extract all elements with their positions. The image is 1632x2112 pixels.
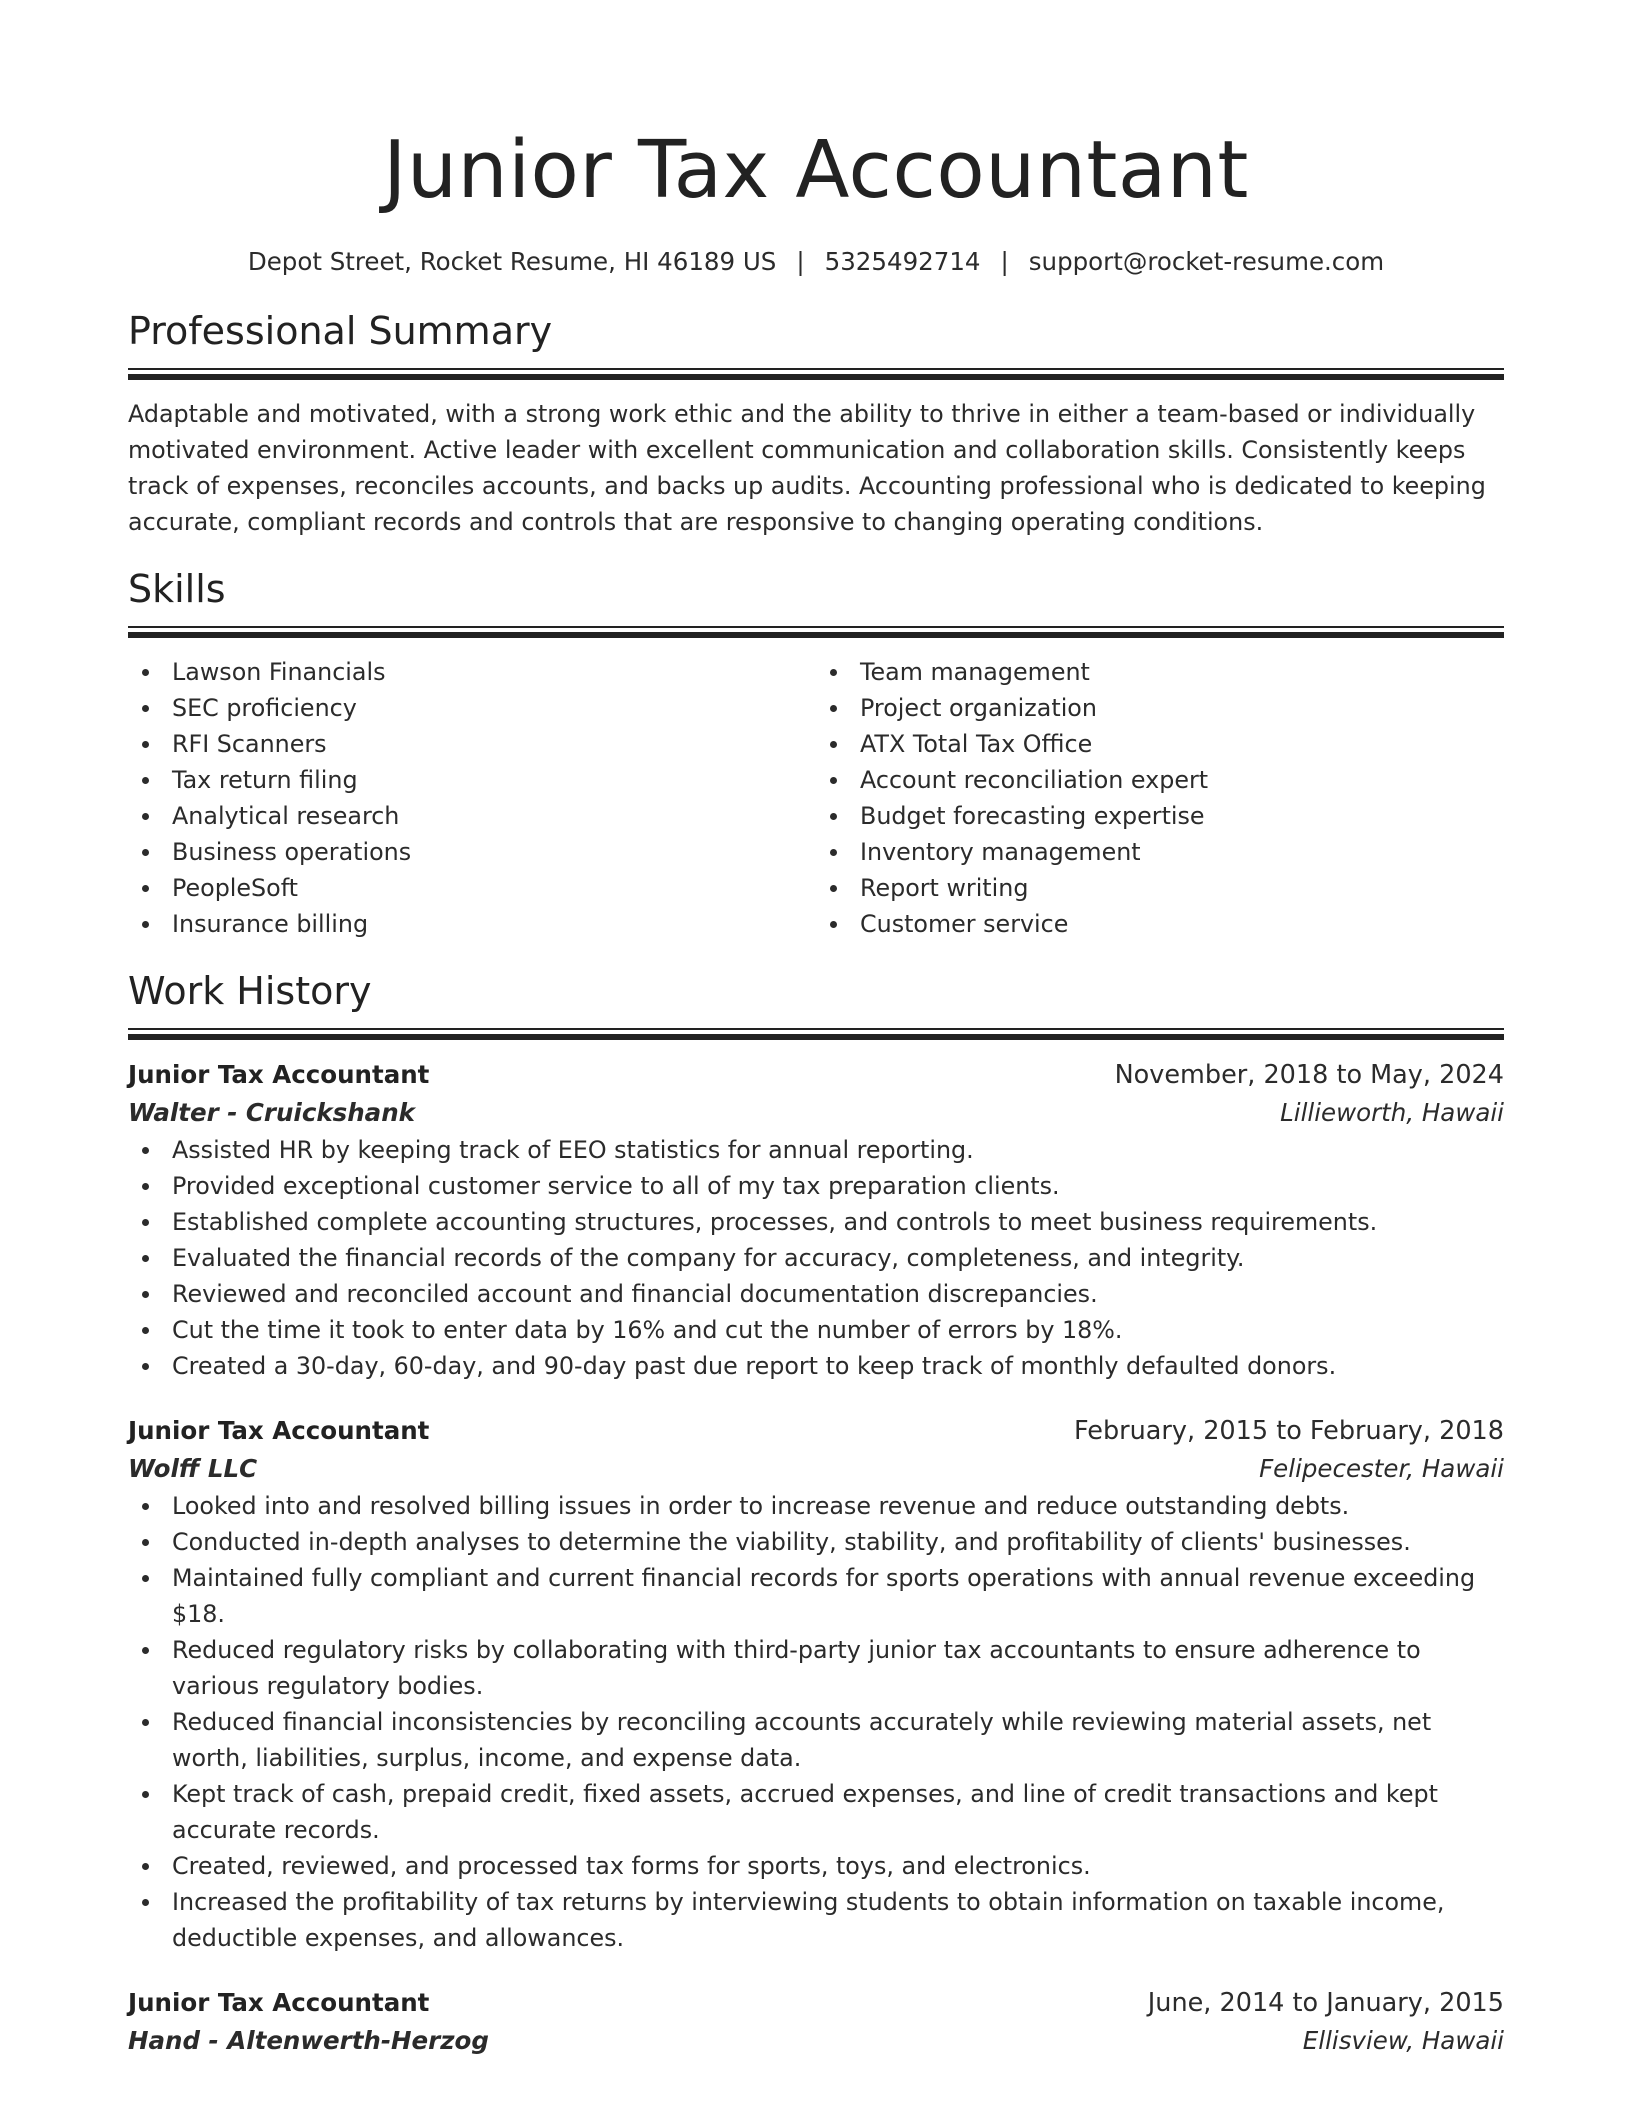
job-dates: June, 2014 to January, 2015 [1147,1988,1504,2018]
work-history-heading: Work History [128,969,372,1013]
skill-item: Project organization [860,690,1504,726]
skill-item: Report writing [860,870,1504,906]
job-bullet: Reduced regulatory risks by collaborating with third-party junior tax accountants to ensure adherence to various regulatory bodies. [172,1632,1504,1704]
job-company: Walter - Cruickshank [128,1098,415,1127]
skill-item: Inventory management [860,834,1504,870]
skill-item: SEC proficiency [172,690,816,726]
skill-item: Tax return filing [172,762,816,798]
skill-item: Insurance billing [172,906,816,942]
resume-name: Junior Tax Accountant [383,124,1249,216]
job-title: Junior Tax Accountant [128,1988,430,2017]
work-history-section [128,968,1504,2060]
contact-line [128,246,1504,278]
section-divider [128,1028,1504,1040]
job-bullet: Created a 30-day, 60-day, and 90-day past due report to keep track of monthly defaulted donors. [172,1348,1504,1384]
skills-grid [128,654,1504,942]
section-divider [128,368,1504,380]
skill-item: Business operations [172,834,816,870]
skill-item: Analytical research [172,798,816,834]
skill-item: RFI Scanners [172,726,816,762]
job-bullet: Kept track of cash, prepaid credit, fixed assets, accrued expenses, and line of credit transactions and kept accurate records. [172,1776,1504,1848]
contact-address: Depot Street, Rocket Resume, HI 46189 US [247,247,777,276]
job-location: Lillieworth, Hawaii [1280,1098,1504,1127]
job-company: Hand - Altenwerth-Herzog [128,2026,489,2055]
job-header-row [128,1056,1504,1094]
summary-text: Adaptable and motivated, with a strong work ethic and the ability to thrive in either a team-based or individually motivated environment. Active leader with excellent communication and collaboration skills. Consistently keeps track of expenses, reconciles accounts, and backs up audits. Accounting professional who is dedicated to keeping accurate, compliant records and controls that are responsive to changing operating conditions. [128,400,1486,536]
contact-separator: | [1000,247,1009,276]
job-dates: November, 2018 to May, 2024 [1114,1060,1504,1090]
skills-heading: Skills [128,567,226,611]
skills-right-column [816,654,1504,942]
job-bullet: Increased the profitability of tax returns by interviewing students to obtain information on taxable income, deductible expenses, and allowances. [172,1884,1504,1956]
job-subheader-row [128,1450,1504,1488]
job-bullet: Provided exceptional customer service to all of my tax preparation clients. [172,1168,1504,1204]
job-subheader-row [128,2022,1504,2060]
job-bullets [128,1132,1504,1384]
job-bullet: Assisted HR by keeping track of EEO statistics for annual reporting. [172,1132,1504,1168]
skill-item: Lawson Financials [172,654,816,690]
job-bullet: Conducted in-depth analyses to determine the viability, stability, and profitability of clients' businesses. [172,1524,1504,1560]
job-title: Junior Tax Accountant [128,1060,430,1089]
contact-phone: 5325492714 [824,247,981,276]
skill-item: PeopleSoft [172,870,816,906]
job-bullet: Evaluated the financial records of the company for accuracy, completeness, and integrity. [172,1240,1504,1276]
job-bullet: Created, reviewed, and processed tax forms for sports, toys, and electronics. [172,1848,1504,1884]
job-bullet: Looked into and resolved billing issues in order to increase revenue and reduce outstanding debts. [172,1488,1504,1524]
skills-section [128,566,1504,942]
job-dates: February, 2015 to February, 2018 [1073,1416,1504,1446]
job-subheader-row [128,1094,1504,1132]
job-header-row [128,1412,1504,1450]
section-divider [128,626,1504,638]
contact-separator: | [796,247,805,276]
skill-item: Account reconciliation expert [860,762,1504,798]
summary-heading: Professional Summary [128,309,553,353]
job-bullet: Cut the time it took to enter data by 16% and cut the number of errors by 18%. [172,1312,1504,1348]
contact-email[interactable]: support@rocket-resume.com [1028,247,1385,276]
job-bullet: Reduced financial inconsistencies by reconciling accounts accurately while reviewing material assets, net worth, liabilities, surplus, income, and expense data. [172,1704,1504,1776]
job-entry [128,1056,1504,1384]
job-bullets [128,1488,1504,1956]
job-title: Junior Tax Accountant [128,1416,430,1445]
job-location: Felipecester, Hawaii [1259,1454,1504,1483]
skill-item: Customer service [860,906,1504,942]
skill-item: Team management [860,654,1504,690]
job-company: Wolff LLC [128,1454,258,1483]
job-location: Ellisview, Hawaii [1302,2026,1504,2055]
skill-item: ATX Total Tax Office [860,726,1504,762]
job-entry [128,1984,1504,2060]
job-header-row [128,1984,1504,2022]
job-entry [128,1412,1504,1956]
summary-section [128,308,1504,540]
skills-left-column [128,654,816,942]
job-bullet: Reviewed and reconciled account and financial documentation discrepancies. [172,1276,1504,1312]
job-bullet: Established complete accounting structures, processes, and controls to meet business requirements. [172,1204,1504,1240]
skill-item: Budget forecasting expertise [860,798,1504,834]
job-bullet: Maintained fully compliant and current financial records for sports operations with annual revenue exceeding $18. [172,1560,1504,1632]
